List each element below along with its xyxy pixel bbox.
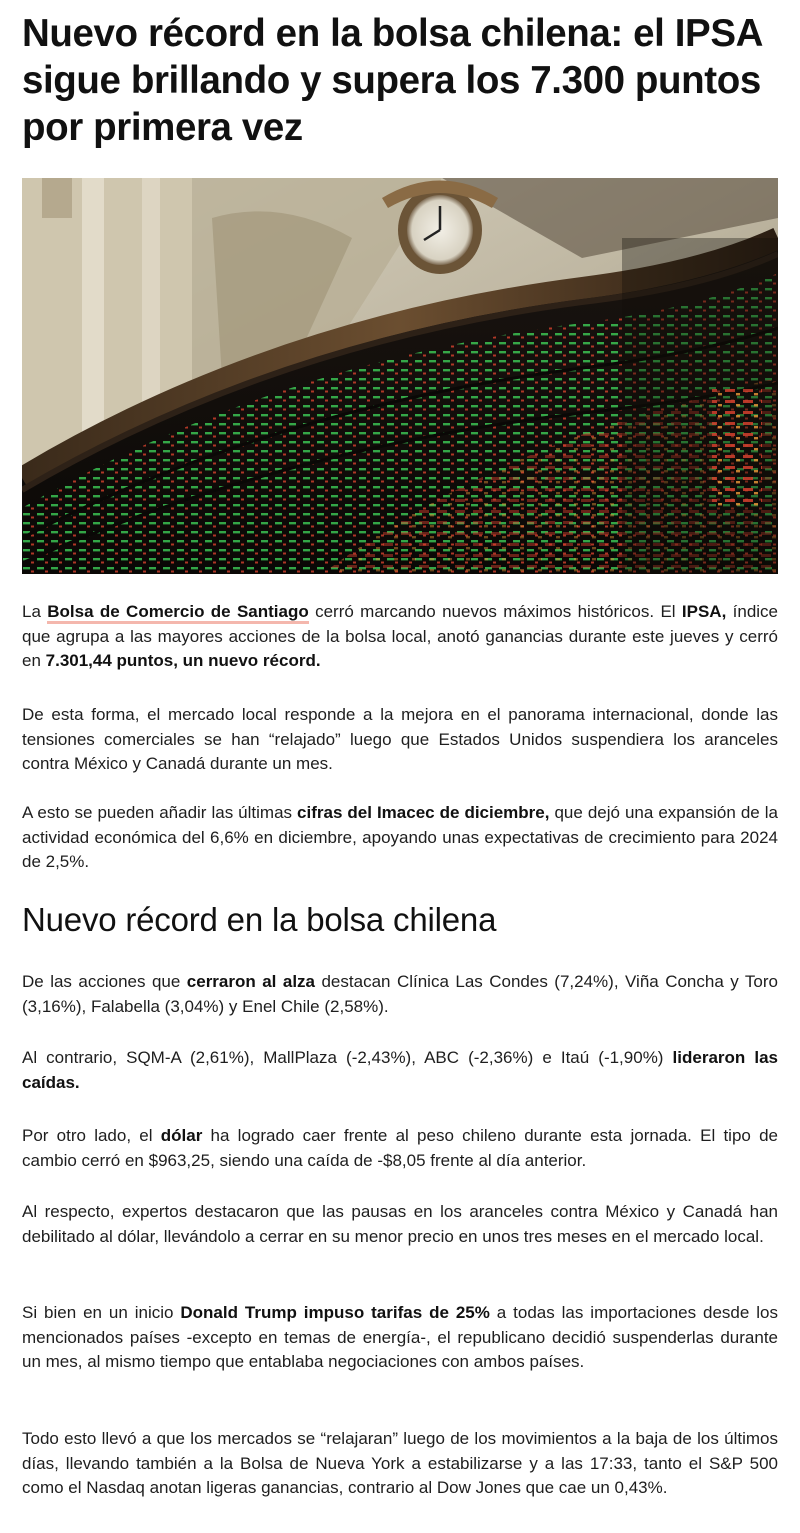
paragraph-tariffs: Si bien en un inicio Donald Trump impuso tarifas de 25% a todas las importaciones desde los mencionados países -excepto en temas de energía-, el republicano decidió suspenderlas durante un mes, al mismo tiempo que entablaba negociaciones con ambos países.: [22, 1303, 778, 1371]
paragraph-gainers: De las acciones que cerraron al alza destacan Clínica Las Condes (7,24%), Viña Concha y Toro (3,16%), Falabella (3,04%) y Enel Chile (2,58%).: [22, 972, 778, 1016]
imacec-bold: cifras del Imacec de diciembre,: [297, 803, 550, 822]
ipsa-bold: IPSA,: [681, 602, 727, 621]
dollar-bold: dólar: [160, 1126, 203, 1145]
bolsa-santiago-link[interactable]: Bolsa de Comercio de Santiago: [47, 602, 309, 624]
hero-image: [22, 178, 778, 574]
losers-bold: lideraron las caídas.: [22, 1048, 778, 1092]
paragraph-experts: Al respecto, expertos destacaron que las pausas en los aranceles contra México y Canadá han debilitado al dólar, llevándolo a cerrar en su menor precio en unos tres meses en el mercado local.: [22, 1202, 778, 1246]
gainers-bold: cerraron al alza: [186, 972, 316, 991]
paragraph-context: De esta forma, el mercado local responde a la mejora en el panorama internacional, donde las tensiones comerciales se han “relajado” luego que Estados Unidos suspendiera los aranceles contra México y Canadá durante un mes.: [22, 705, 778, 773]
section-heading: Nuevo récord en la bolsa chilena: [22, 901, 497, 938]
paragraph-dollar: Por otro lado, el dólar ha logrado caer frente al peso chileno durante esta jornada. El tipo de cambio cerró en $963,25, siendo una caída de -$8,05 frente al día anterior.: [22, 1126, 778, 1170]
paragraph-markets: Todo esto llevó a que los mercados se “relajaran” luego de los movimientos a la baja de los últimos días, llevando también a la Bolsa de Nueva York a estabilizarse y a las 17:33, tanto el S&P 500 como el Nasdaq anotan ligeras ganancias, contrario al Dow Jones que cae un 0,43%.: [22, 1429, 778, 1497]
tariffs-bold: Donald Trump impuso tarifas de 25%: [180, 1303, 490, 1322]
record-points-bold: 7.301,44 puntos, un nuevo récord.: [45, 651, 321, 670]
article-title: Nuevo récord en la bolsa chilena: el IPSA sigue brillando y supera los 7.300 puntos por primera vez: [22, 12, 762, 149]
paragraph-imacec: A esto se pueden añadir las últimas cifras del Imacec de diciembre, que dejó una expansión de la actividad económica del 6,6% en diciembre, apoyando unas expectativas de crecimiento para 2024 de 2,5%.: [22, 803, 778, 871]
paragraph-losers: Al contrario, SQM-A (2,61%), MallPlaza (-2,43%), ABC (-2,36%) e Itaú (-1,90%) lideraron las caídas.: [22, 1048, 778, 1092]
paragraph-intro: La Bolsa de Comercio de Santiago cerró marcando nuevos máximos históricos. El IPSA, índice que agrupa a las mayores acciones de la bolsa local, anotó ganancias durante este jueves y cerró en 7.301,44 puntos, un nuevo récord.: [22, 602, 779, 670]
